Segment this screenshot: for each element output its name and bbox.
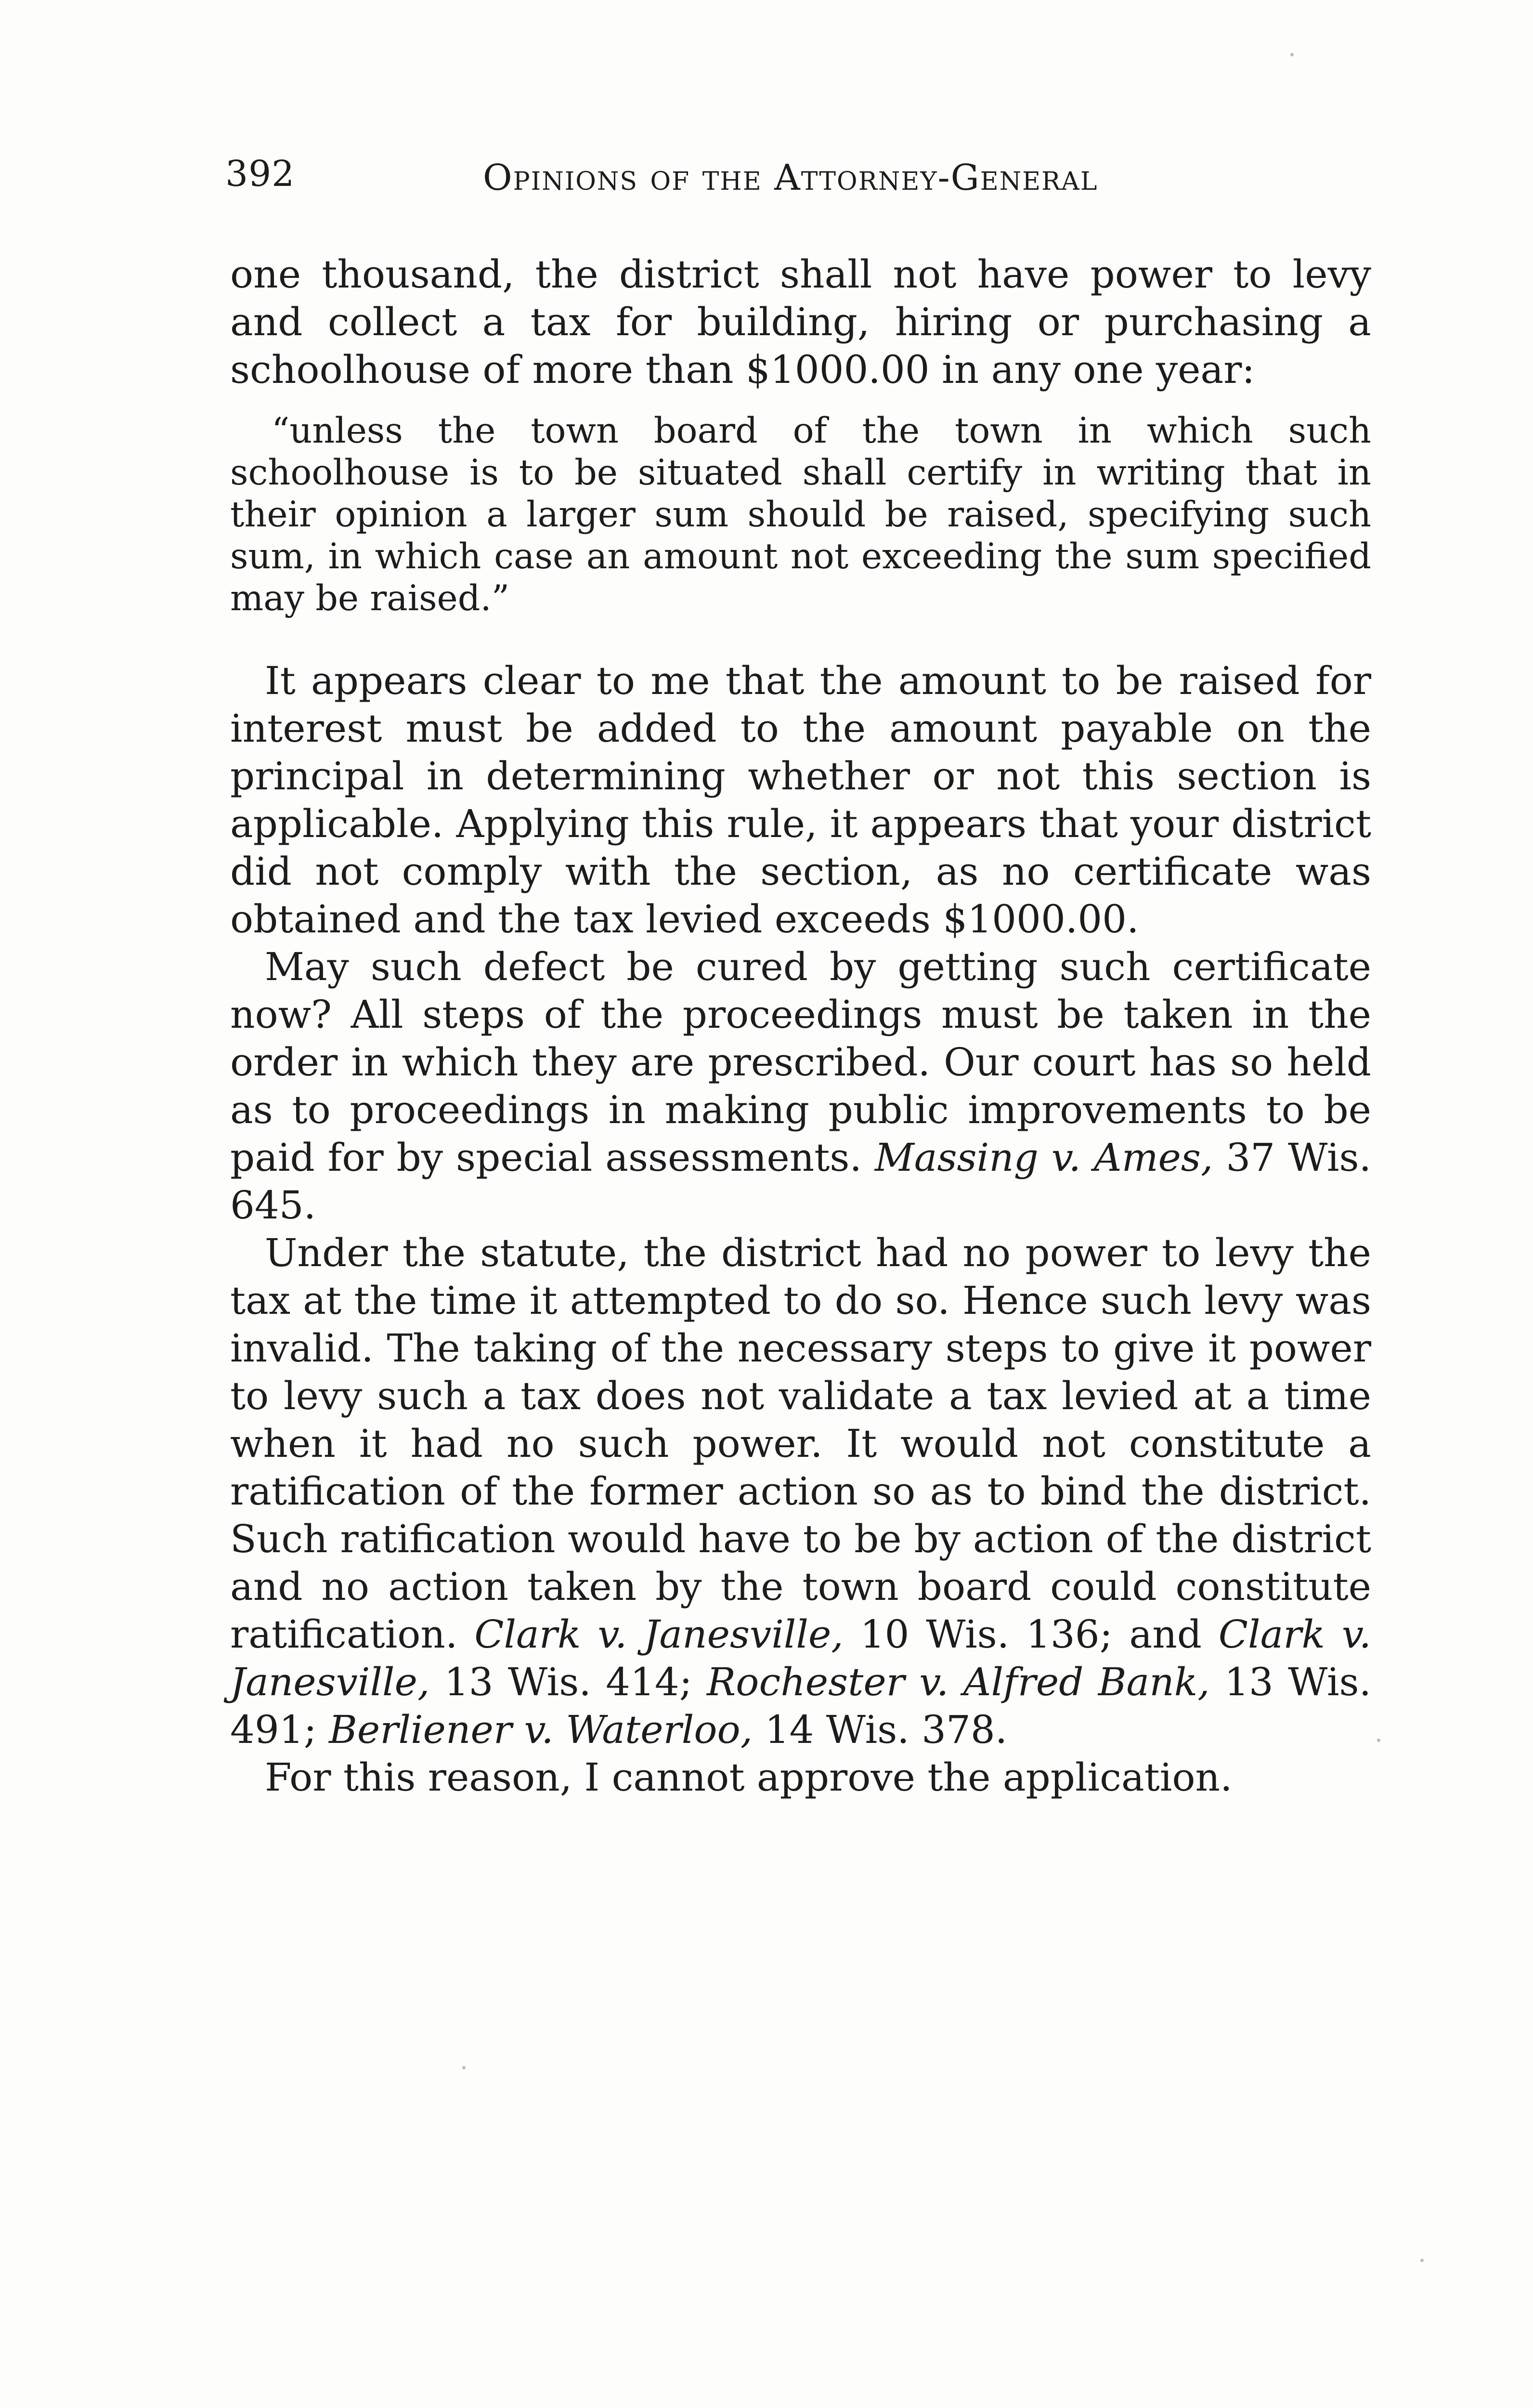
case-citation: 14 Wis. 378. [753, 1707, 1008, 1752]
paragraph-statute-text: Under the statute, the district had no power to levy the tax at the time it attempted to do so. Hence such levy was invalid. The taking of the necessary steps to give it power to levy such a tax does not validate a tax levied at a time when it had no such power. It would not constitute a ratification of the former action so as to bind the district. Such ratification would have to be by action of the district and no action taken by the town board could constitute ratification. [230, 1230, 1371, 1657]
case-name: Rochester v. Alfred Bank, [707, 1660, 1210, 1704]
body-text [230, 250, 1371, 1801]
page-number: 392 [225, 153, 295, 195]
case-citation: 13 Wis. 414; [429, 1660, 707, 1704]
running-title: Opinions of the Attorney-General [483, 157, 1098, 198]
case-name: Massing v. Ames, [874, 1135, 1213, 1180]
paper-speck [1290, 53, 1294, 56]
block-quote: “unless the town board of the town in which such schoolhouse is to be situated shall certify in writing that in their opinion a larger sum should be raised, specifying such sum, in which case an amount not exceeding the sum specified may be raised.” [230, 410, 1371, 619]
case-name: Clark v. Janesville, [230, 1612, 1371, 1704]
case-name: Clark v. Janesville, [474, 1612, 844, 1657]
case-citation: 10 Wis. 136; and [843, 1612, 1219, 1657]
paper-speck [462, 2066, 466, 2069]
page-header [225, 153, 1352, 211]
case-citation: 37 Wis. 645. [230, 1135, 1371, 1228]
paragraph-defect-text: May such defect be cured by getting such certificate now? All steps of the proceedings must be taken in the order in which they are prescribed. Our court has so held as to proceedings in making public improvements to be paid for by special assessments. [230, 944, 1371, 1180]
paragraph-continuation: one thousand, the district shall not have power to levy and collect a tax for building, hiring or purchasing a schoolhouse of more than $1000.00 in any one year: [230, 252, 1371, 392]
paragraph-conclusion: For this reason, I cannot approve the application. [265, 1755, 1233, 1800]
case-name: Berliener v. Waterloo, [329, 1707, 753, 1752]
paragraph-interest: It appears clear to me that the amount to be raised for interest must be added to the amount payable on the principal in determining whether or not this section is applicable. Applying this rule, it appears that your district did not comply with the section, as no certificate was obtained and the tax levied exceeds $1000.00. [230, 658, 1371, 942]
paragraph-statute [230, 1229, 1371, 1754]
paragraph-defect [230, 943, 1371, 1229]
case-citation: 13 Wis. 491; [230, 1660, 1372, 1752]
paper-speck [1377, 1739, 1380, 1742]
paper-speck [1420, 2259, 1424, 2262]
